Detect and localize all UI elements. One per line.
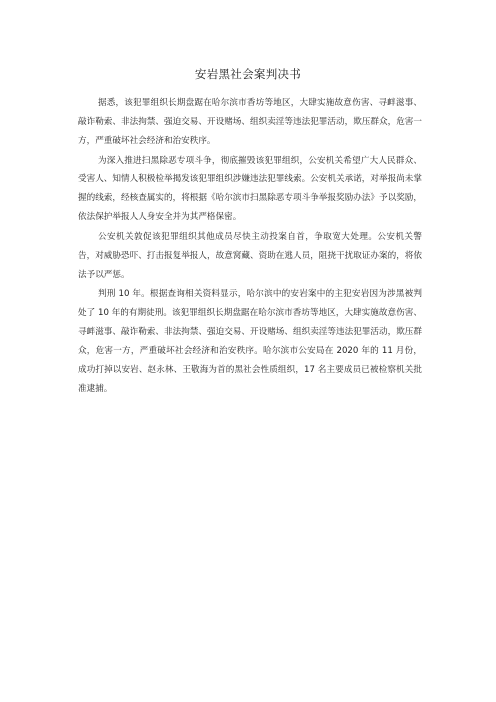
paragraph: 为深入推进扫黑除恶专项斗争，彻底摧毁该犯罪组织，公安机关希望广大人民群众、受害人、知情人积极检举揭发该犯罪组织涉嫌违法犯罪线索。公安机关承诺，对举报尚未掌握的线索，经核查属实的，将根据《哈尔滨市扫黑除恶专项斗争举报奖励办法》予以奖励，依法保护举报人人身安全并为其严格保密。 bbox=[78, 155, 422, 223]
paragraph: 判刑 10 年。根据查询相关资料显示，哈尔滨中的安岩案中的主犯安岩因为涉黑被判处了 10 年的有期徒刑。该犯罪组织长期盘踞在哈尔滨市香坊等地区，大肆实施故意伤害、寻衅滋事、敲诈勒索、非法拘禁、强迫交易、开设赌场、组织卖淫等违法犯罪活动，欺压群众，危害一方，严重破坏社会经济和治安秩序。哈尔滨市公安局在 2020 年的 11 月份，成功打掉以安岩、赵永林、王敬海为首的黑社会性质组织，17 名主要成员已被检察机关批准逮捕。 bbox=[78, 289, 422, 394]
paragraph: 据悉，该犯罪组织长期盘踞在哈尔滨市香坊等地区，大肆实施故意伤害、寻衅滋事、敲诈勒索、非法拘禁、强迫交易、开设赌场、组织卖淫等违法犯罪活动，欺压群众，危害一方，严重破坏社会经济和治安秩序。 bbox=[78, 98, 422, 146]
paragraph: 公安机关敦促该犯罪组织其他成员尽快主动投案自首，争取宽大处理。公安机关警告，对威胁恐吓、打击报复举报人，故意窝藏、资助在逃人员，阻挠干扰取证办案的，将依法予以严惩。 bbox=[78, 231, 422, 280]
document-title: 安岩黑社会案判决书 bbox=[194, 67, 302, 81]
document-body bbox=[78, 94, 422, 400]
